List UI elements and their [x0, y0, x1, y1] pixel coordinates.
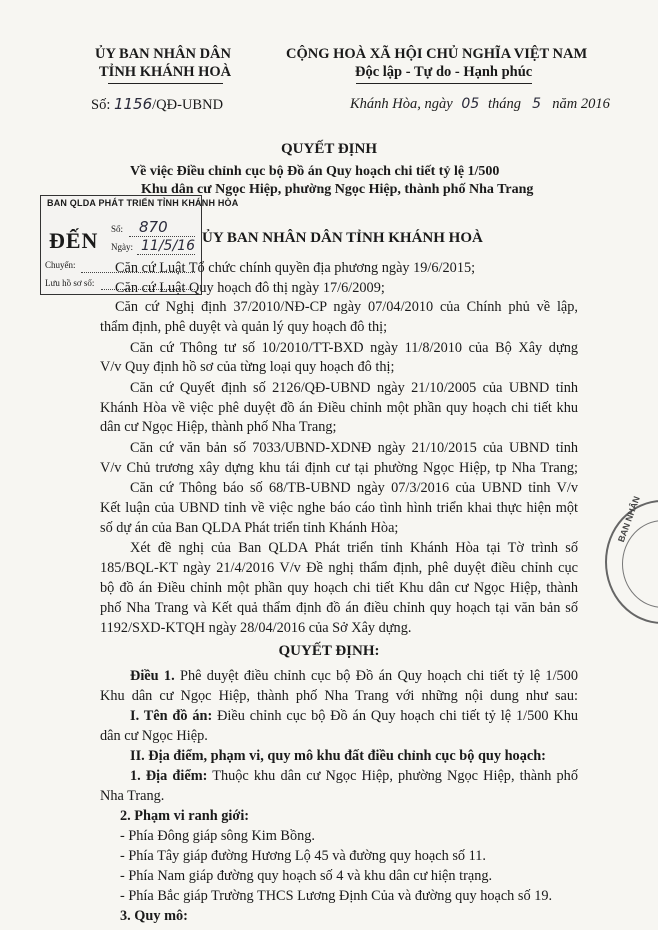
basis-line-10: V/v Chủ trương xây dựng khu tái định cư tại phường Ngọc Hiệp, tp Nha Trang; [100, 460, 578, 476]
number-prefix: Số: [91, 97, 111, 113]
basis-line-5: V/v Quy định hồ sơ của từng loại quy hoạch đô thị; [100, 359, 395, 375]
section1-text1: Điều chỉnh cục bộ Đồ án Quy hoạch chi tiết tỷ lệ 1/500 Khu [217, 708, 578, 724]
scale-label: 3. Quy mô: [120, 908, 188, 924]
stamp-ngay-dots [137, 254, 195, 255]
location-text2: Nha Trang. [100, 788, 165, 804]
article1-line1 [130, 666, 578, 686]
basis-line-16: bộ đồ án Điều chỉnh một phần quy hoạch chi tiết Khu dân cư Ngọc Hiệp, thành [100, 580, 578, 596]
basis-line-18: 1192/SXD-KTQH ngày 28/04/2016 của Sở Xây dựng. [100, 620, 412, 636]
date-suffix: năm 2016 [552, 96, 610, 112]
location-text1: Thuộc khu dân cư Ngọc Hiệp, phường Ngọc Hiệp, thành phố [212, 768, 578, 784]
agency-line2: TỈNH KHÁNH HOÀ [99, 64, 232, 80]
stamp-so-dots [129, 236, 195, 237]
motto: Độc lập - Tự do - Hạnh phúc [355, 64, 533, 80]
basis-line-2: Căn cứ Nghị định 37/2010/NĐ-CP ngày 07/04/2010 của Chính phủ về lập, [115, 299, 578, 315]
nation-title: CỘNG HOÀ XÃ HỘI CHỦ NGHĨA VIỆT NAM [286, 46, 588, 62]
bound-north: - Phía Bắc giáp Trường THCS Lương Định Của và đường quy hoạch số 19. [120, 888, 553, 904]
date-day: 05 [461, 96, 480, 112]
location-line1 [130, 766, 578, 786]
basis-line-7: Khánh Hòa về việc phê duyệt đồ án Điều chỉnh một phần quy hoạch chi tiết khu [100, 400, 578, 416]
stamp-so-value: 870 [139, 218, 168, 236]
bound-east: - Phía Đông giáp sông Kim Bồng. [120, 828, 315, 844]
basis-line-12: Kết luận của UBND tỉnh về việc nghe báo cáo tình hình triển khai thực hiện một [100, 500, 578, 516]
decision-heading: QUYẾT ĐỊNH: [278, 643, 380, 659]
bounds-label: 2. Phạm vi ranh giới: [120, 808, 250, 824]
date-month: 5 [532, 96, 542, 112]
stamp-so-label: Số: [111, 224, 124, 234]
stamp-ngay-value: 11/5/16 [141, 238, 195, 254]
section1-label: I. Tên đồ án: [130, 708, 213, 724]
subject-line1: Về việc Điều chỉnh cục bộ Đồ án Quy hoạch chi tiết tỷ lệ 1/500 [130, 164, 500, 179]
number-handwritten: 1156 [113, 95, 153, 113]
issue-date [350, 96, 610, 113]
stamp-chuyen-label: Chuyển: [45, 260, 76, 270]
bound-west: - Phía Tây giáp đường Hương Lộ 45 và đường quy hoạch số 11. [120, 848, 486, 864]
date-prefix: Khánh Hòa, ngày [350, 96, 453, 112]
article1-label: Điều 1. [130, 668, 175, 684]
basis-line-0: Căn cứ Luật Tổ chức chính quyền địa phương ngày 19/6/2015; [115, 260, 476, 276]
basis-line-6: Căn cứ Quyết định số 2126/QĐ-UBND ngày 21/10/2005 của UBND tỉnh [130, 380, 578, 396]
basis-line-8: dân cư Ngọc Hiệp, thành phố Nha Trang; [100, 419, 337, 435]
section1-text2: dân cư Ngọc Hiệp. [100, 728, 208, 744]
stamp-luu-label: Lưu hồ sơ số: [45, 278, 95, 288]
number-suffix: /QĐ-UBND [152, 97, 224, 113]
seal-text: BAN NHÂN [616, 494, 642, 544]
section1-line1 [130, 706, 578, 726]
agency-line1: ỦY BAN NHÂN DÂN [95, 46, 232, 62]
agency-underline [108, 83, 223, 84]
bound-south: - Phía Nam giáp đường quy hoạch số 4 và khu dân cư hiện trạng. [120, 868, 493, 884]
basis-line-1: Căn cứ Luật Quy hoạch đô thị ngày 17/6/2009; [115, 280, 385, 296]
basis-line-11: Căn cứ Thông báo số 68/TB-UBND ngày 07/3/2016 của UBND tỉnh V/v [130, 480, 578, 496]
motto-underline [356, 83, 532, 84]
stamp-ngay-label: Ngày: [111, 242, 133, 252]
stamp-title: BAN QLDA PHÁT TRIỂN TỈNH KHÁNH HÒA [47, 198, 239, 208]
decision-title: QUYẾT ĐỊNH [281, 141, 377, 157]
location-label: 1. Địa điểm: [130, 768, 208, 784]
basis-line-14: Xét đề nghị của Ban QLDA Phát triển tỉnh Khánh Hòa tại Tờ trình số [130, 540, 578, 556]
document-number [91, 95, 223, 114]
article1-text1: Phê duyệt điều chỉnh cục bộ Đồ án Quy hoạch chi tiết tỷ lệ 1/500 [180, 668, 578, 684]
basis-line-17: phố Nha Trang và Kết quả thẩm định đồ án điều chỉnh quy hoạch tại văn bản số [100, 600, 578, 616]
authority: ỦY BAN NHÂN DÂN TỈNH KHÁNH HOÀ [202, 230, 483, 246]
subject-line2: Khu dân cư Ngọc Hiệp, phường Ngọc Hiệp, thành phố Nha Trang [141, 182, 534, 197]
basis-line-9: Căn cứ văn bản số 7033/UBND-XDNĐ ngày 21/10/2015 của UBND tỉnh [130, 440, 578, 456]
section2-label: II. Địa điểm, phạm vi, quy mô khu đất điều chỉnh cục bộ quy hoạch: [130, 748, 546, 764]
article1-text2: Khu dân cư Ngọc Hiệp, thành phố Nha Trang với những nội dung như sau: [100, 688, 578, 704]
basis-line-3: thẩm định, phê duyệt và quản lý quy hoạch đô thị; [100, 319, 388, 335]
date-mid: tháng [487, 96, 521, 112]
basis-line-13: số dự án của Ban QLDA Phát triển tỉnh Khánh Hòa; [100, 520, 399, 536]
basis-line-15: 185/BQL-KT ngày 21/4/2016 V/v Đề nghị thẩm định, phê duyệt điều chỉnh cục [100, 560, 578, 576]
basis-line-4: Căn cứ Thông tư số 10/2010/TT-BXD ngày 11/8/2010 của Bộ Xây dựng [130, 340, 578, 356]
stamp-den: ĐẾN [49, 228, 99, 253]
